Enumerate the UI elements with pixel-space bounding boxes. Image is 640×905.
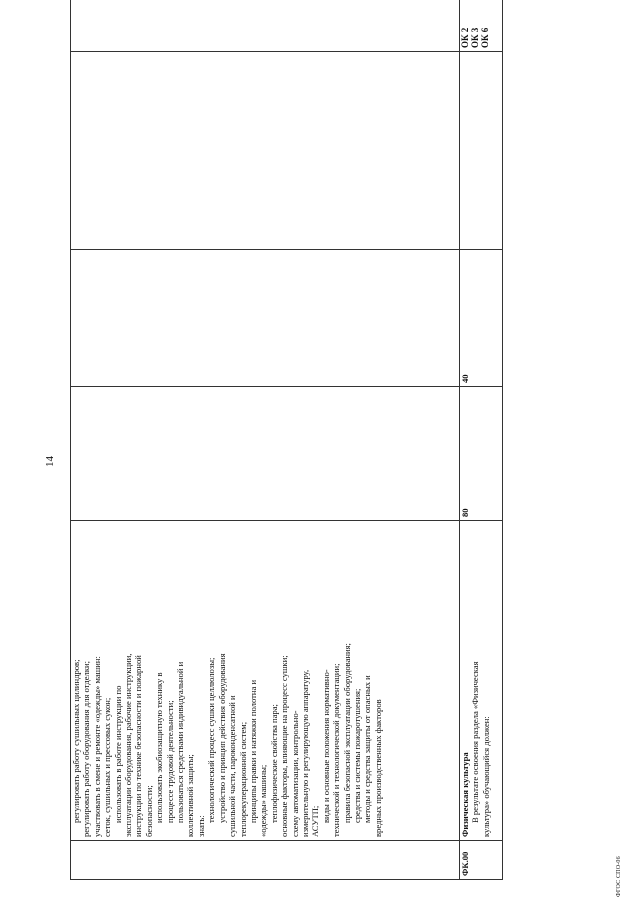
content-line: инструкции по технике безопасности и пожарной	[133, 655, 144, 837]
content-line: безопасности;	[143, 785, 154, 837]
discipline-cell	[460, 52, 503, 250]
competency-code: ОК 2	[460, 27, 470, 48]
content-line: пользоваться средствами индивидуальной и	[175, 661, 186, 823]
competency-cell	[71, 0, 460, 52]
table-row	[460, 0, 503, 880]
content-line: участвовать в смене и ремонте «одежды» машин:	[91, 656, 102, 837]
discipline-code: ФК.00	[460, 841, 503, 880]
hours-required: 40	[460, 250, 503, 387]
content-line: вредных производственных факторов	[372, 699, 383, 837]
discipline-cell	[71, 52, 460, 250]
content-line: процессе трудовой деятельности;	[164, 700, 175, 823]
content-line: культура» обучающийся должен:	[480, 716, 491, 837]
hours-max: 80	[460, 387, 503, 521]
content-line: устройство и принцип действия оборудования	[216, 653, 227, 823]
competency-cell	[460, 0, 503, 52]
hours-max-cell	[71, 387, 460, 521]
content-line: знать:	[195, 815, 206, 837]
curriculum-table	[70, 0, 503, 880]
competency-code: ОК 3	[470, 27, 480, 48]
hours-required-cell	[71, 250, 460, 387]
competency-code: ОК 6	[480, 27, 490, 48]
content-cell	[71, 521, 460, 841]
content-line: сеток, сушильных и прессовых сукон;	[102, 697, 113, 837]
content-line: теплорекуперационной систем;	[237, 721, 248, 837]
index-cell	[71, 841, 460, 880]
discipline-title: Физическая культура	[460, 752, 470, 837]
content-line: АСУТП;	[310, 805, 321, 837]
content-line: регулировать работу сушильных цилиндров;	[71, 659, 81, 823]
content-line: методы и средства защиты от опасных и	[362, 675, 373, 823]
page-number: 14	[44, 456, 56, 467]
content-line: принципы правки и натяжки полотна и	[247, 679, 258, 823]
content-line: использовать в работе инструкции по	[112, 685, 123, 823]
content-line: сушильной части, пароконденсатной и	[227, 695, 238, 837]
content-line: эксплуатации оборудования, рабочие инструкции,	[123, 653, 134, 837]
content-line: виды и основные положения нормативно-	[320, 669, 331, 823]
content-line: В результате освоения раздела «Физическая	[470, 661, 481, 823]
content-cell	[460, 521, 503, 841]
footer-code: ФГОС СПО-06	[616, 856, 622, 897]
content-line: измерительную и регулирующую аппаратуру,	[299, 669, 310, 837]
content-line: средства и системы пожаротушения;	[351, 688, 362, 823]
content-line: основные факторы, влияющие на процесс сушки;	[279, 655, 290, 837]
content-line: технологический процесс сушки целлюлозы;	[206, 657, 217, 823]
content-line: правила безопасной эксплуатации оборудования;	[341, 643, 352, 823]
content-line: использовать экобиозащитную технику в	[154, 672, 165, 823]
content-line: коллективной защиты;	[185, 754, 196, 837]
table-row	[71, 0, 460, 880]
content-line: регулировать работу оборудования для отделки;	[81, 660, 92, 837]
content-line: технической и технологической документации;	[331, 663, 342, 837]
content-line: «одежды» машины;	[258, 764, 269, 837]
content-line: теплофизические свойства пара;	[268, 704, 279, 823]
content-line: схему автоматизации, контрольно-	[289, 710, 300, 837]
